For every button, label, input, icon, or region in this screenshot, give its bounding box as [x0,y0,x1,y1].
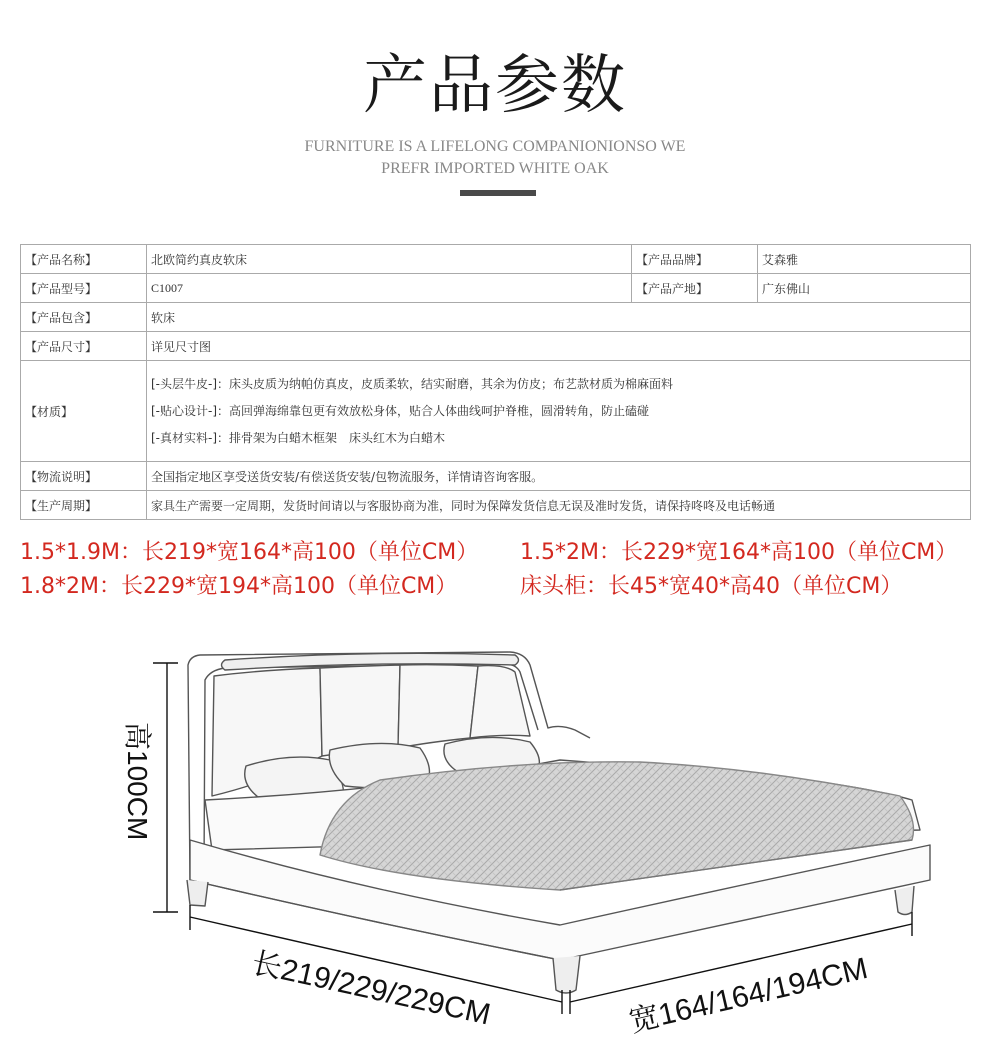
material-line-design: [-贴心设计-]：高回弹海绵靠包更有效放松身体，贴合人体曲线呵护脊椎，圆滑转角，防止磕碰 [151,403,650,418]
size-1-8x2: 1.8*2M：长229*宽194*高100（单位CM） [20,574,458,599]
spec-value-size: 详见尺寸图 [147,332,971,361]
spec-row-include [21,303,971,332]
spec-value-logistics: 全国指定地区享受送货安装/有偿送货安装/包物流服务，详情请咨询客服。 [147,462,971,491]
spec-row-size [21,332,971,361]
spec-label-material: 【材质】 [21,361,147,462]
spec-value-material [147,361,971,462]
spec-label-cycle: 【生产周期】 [21,491,147,520]
spec-label-include: 【产品包含】 [21,303,147,332]
spec-value-brand: 艾森雅 [758,245,971,274]
spec-value-model: C1007 [147,274,632,303]
spec-row-model [21,274,971,303]
spec-label-name: 【产品名称】 [21,245,147,274]
height-dimension-line [153,663,178,912]
spec-value-include: 软床 [147,303,971,332]
spec-label-model: 【产品型号】 [21,274,147,303]
spec-row-name [21,245,971,274]
spec-row-cycle [21,491,971,520]
size-1-5x2: 1.5*2M：长229*宽164*高100（单位CM） [520,540,958,565]
spec-label-logistics: 【物流说明】 [21,462,147,491]
size-list [20,536,985,604]
spec-label-brand: 【产品品牌】 [632,245,758,274]
width-dimension-label: 宽164/164/194CM [626,951,871,1039]
material-line-leather: [-头层牛皮-]：床头皮质为纳帕仿真皮，皮质柔软，结实耐磨，其余为仿皮；布艺款材质为棉麻面料 [151,376,674,391]
spec-row-material [21,361,971,462]
spec-value-cycle: 家具生产需要一定周期，发货时间请以与客服协商为准，同时为保障发货信息无误及准时发货，请保持咚咚及电话畅通 [147,491,971,520]
size-nightstand: 床头柜：长45*宽40*高40（单位CM） [520,574,903,599]
subtitle-line-1: FURNITURE IS A LIFELONG COMPANIONIONSO WE [304,138,686,155]
bed-dimension-drawing [0,640,990,1058]
title-underline-bar [460,190,536,196]
subtitle-line-2: PREFR IMPORTED WHITE OAK [381,160,609,177]
spec-table [20,244,971,520]
spec-row-logistics [21,462,971,491]
page-title: 产品参数 [363,49,627,123]
spec-label-origin: 【产品产地】 [632,274,758,303]
height-dimension-label: 高100CM [122,722,153,841]
length-dimension-label: 长219/229/229CM [248,946,494,1032]
material-line-wood: [-真材实料-]：排骨架为白蜡木框架 床头红木为白蜡木 [151,430,446,445]
spec-value-origin: 广东佛山 [758,274,971,303]
size-1-5x1-9: 1.5*1.9M：长219*宽164*高100（单位CM） [20,540,479,565]
spec-label-size: 【产品尺寸】 [21,332,147,361]
page-subtitle [0,136,990,180]
spec-value-name: 北欧简约真皮软床 [147,245,632,274]
